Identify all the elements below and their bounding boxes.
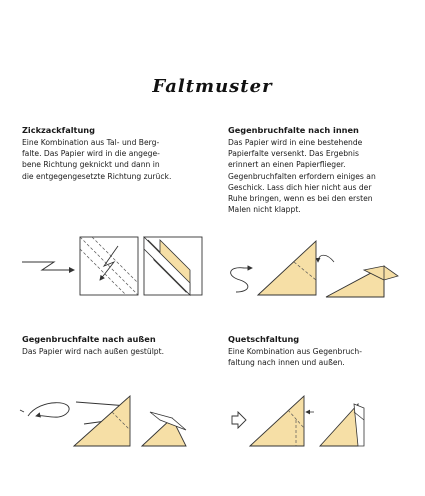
text-line: Eine Kombination aus Gegenbruch- xyxy=(228,347,362,356)
text-line: bene Richtung geknickt und dann in xyxy=(22,160,160,170)
text-line: Ruhe bringen, wenn es bei den ersten xyxy=(228,194,373,204)
text-line: erinnert an einen Papierflieger. xyxy=(228,160,346,170)
text-line: Das Papier wird nach außen gestülpt. xyxy=(22,347,165,356)
text-line: falte. Das Papier wird in die angege- xyxy=(22,149,160,159)
innen-triangle-diagram xyxy=(258,241,334,295)
curved-arrow-icon xyxy=(231,268,248,292)
text-line: faltung nach innen und außen. xyxy=(228,358,345,368)
zickzack-square-diagram xyxy=(80,237,138,295)
section-heading: Quetschfaltung xyxy=(228,334,300,344)
aussen-folded-diagram xyxy=(142,412,186,446)
text-line: Geschick. Lass dich hier nicht aus der xyxy=(228,182,372,192)
quetsch-triangle-diagram xyxy=(250,396,314,446)
quetsch-folded-diagram xyxy=(320,404,364,446)
page-title: Faltmuster xyxy=(152,76,273,97)
section-heading: Zickzackfaltung xyxy=(22,125,95,135)
section-heading: Gegenbruchfalte nach außen xyxy=(22,334,156,344)
hollow-arrow-icon xyxy=(232,412,246,428)
text-line: Gegenbruchfalten erfordern einiges an xyxy=(228,171,376,181)
aussen-triangle-diagram xyxy=(74,396,130,446)
zigzag-icon xyxy=(22,262,74,270)
text-line: die entgegengesetzte Richtung zurück. xyxy=(22,171,172,181)
text-line: Eine Kombination aus Tal- und Berg- xyxy=(22,138,160,147)
text-line: Malen nicht klappt. xyxy=(228,205,301,215)
innen-folded-diagram xyxy=(326,266,398,297)
text-line: Papierfalte versenkt. Das Ergebnis xyxy=(228,149,359,159)
zickzack-folded-diagram xyxy=(144,237,202,295)
text-line: Das Papier wird in eine bestehende xyxy=(228,138,363,147)
section-heading: Gegenbruchfalte nach innen xyxy=(228,125,359,135)
